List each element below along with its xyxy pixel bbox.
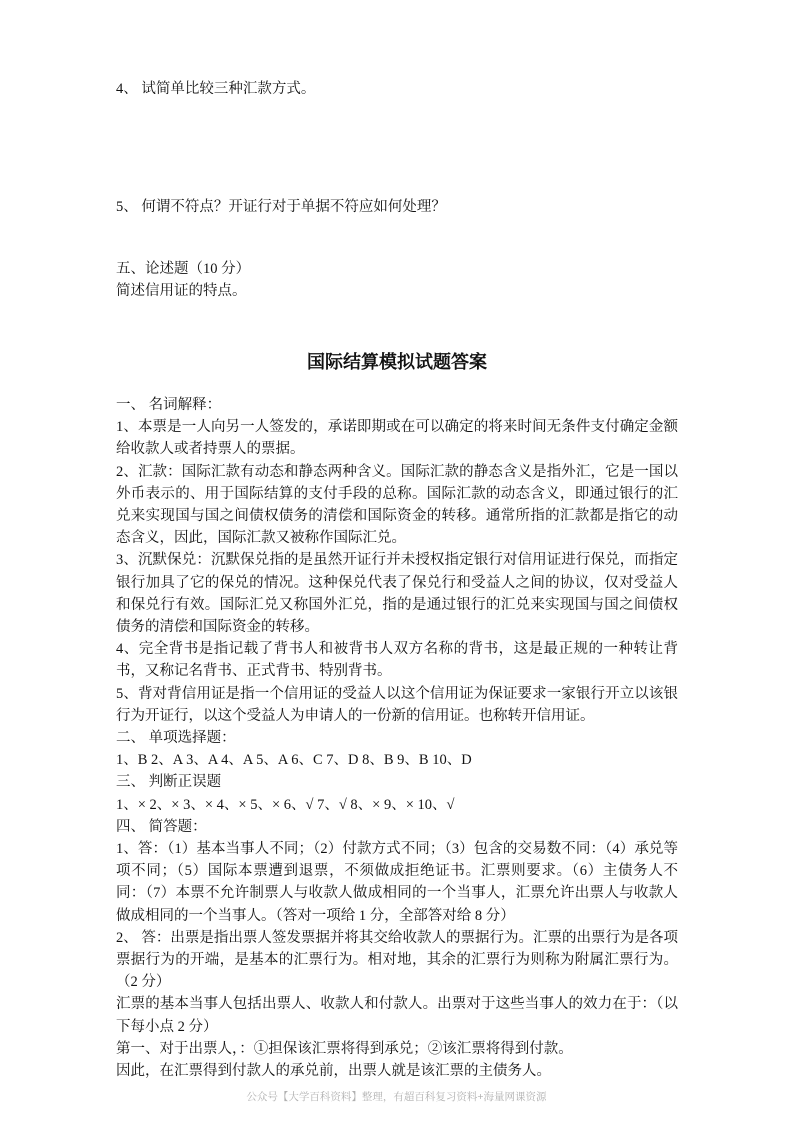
paragraph-true-false-heading: 三、 判断正误题 [116, 774, 222, 791]
paragraph-short-answer-2b: 汇票的基本当事人包括出票人、收款人和付款人。出票对于这些当事人的效力在于：（以下每小点 2 分） [116, 996, 678, 1035]
paragraph-definition-1: 1、本票是一人向另一人签发的，承诺即期或在可以确定的将来时间无条件支付确定金额给收款人或者持票人的票据。 [116, 419, 678, 458]
page-content [116, 78, 678, 1082]
essay-section-body: 简述信用证的特点。 [116, 283, 247, 299]
paragraph-definition-3: 3、沉默保兑：沉默保兑指的是虽然开证行并未授权指定银行对信用证进行保兑，而指定银行加具了它的保兑的情况。这种保兑代表了保兑行和受益人之间的协议，仅对受益人和保兑行有效。国际汇兑又称国外汇兑，指的是通过银行的汇兑来实现国与国之间债权债务的清偿和国际资金的转移。 [116, 552, 678, 636]
paragraph-definitions-heading: 一、 名词解释： [116, 397, 222, 413]
question-5: 5、 何谓不符点？开证行对于单据不符应如何处理？ [116, 199, 446, 215]
paragraph-definition-5: 5、背对背信用证是指一个信用证的受益人以这个信用证为保证要求一家银行开立以该银行为开证行，以这个受益人为申请人的一份新的信用证。也称转开信用证。 [116, 685, 678, 724]
paragraph-multiple-choice-answers: 1、B 2、A 3、A 4、A 5、A 6、C 7、D 8、B 9、B 10、D [116, 752, 472, 769]
essay-section-heading: 五、论述题（10 分） [116, 261, 251, 277]
paragraph-true-false-answers: 1、× 2、× 3、× 4、× 5、× 6、√ 7、√ 8、× 9、× 10、√ [116, 796, 455, 813]
answer-key-title: 国际结算模拟试题答案 [307, 352, 487, 372]
paragraph-definition-2: 2、汇款：国际汇款有动态和静态两种含义。国际汇款的静态含义是指外汇，它是一国以外币表示的、用于国际结算的支付手段的总称。国际汇款的动态含义，即通过银行的汇兑来实现国与国之间债权债务的清偿和国际资金的转移。通常所指的汇款都是指它的动态含义，因此，国际汇款又被称作国际汇兑。 [116, 463, 678, 547]
paragraph-short-answer-2d: 因此，在汇票得到付款人的承兑前，出票人就是该汇票的主债务人。 [116, 1063, 551, 1080]
paragraph-short-answer-2: 2、 答：出票是指出票人签发票据并将其交给收款人的票据行为。汇票的出票行为是各项票据行为的开端，是基本的汇票行为。相对地，其余的汇票行为则称为附属汇票行为。（2 分） [116, 929, 678, 991]
paragraph-short-answer-2c: 第一、对于出票人，：①担保该汇票将得到承兑；②该汇票将得到付款。 [116, 1040, 573, 1057]
question-4: 4、 试简单比较三种汇款方式。 [116, 81, 316, 97]
paragraph-short-answer-1: 1、答：（1）基本当事人不同；（2）付款方式不同；（3）包含的交易数不同：（4）承兑等项不同；（5）国际本票遭到退票，不须做成拒绝证书。汇票则要求。（6）主债务人不同：（7）本票不允许制票人与收款人做成相同的一个当事人，汇票允许出票人与收款人做成相同的一个当事人。（答对一项给 1 分，全部答对给 8 分） [116, 841, 678, 924]
paragraph-short-answer-heading: 四、 简答题： [116, 818, 207, 835]
paragraph-definition-4: 4、完全背书是指记载了背书人和被背书人双方名称的背书，这是最正规的一种转让背书，又称记名背书、正式背书、特别背书。 [116, 641, 678, 680]
paragraph-multiple-choice-heading: 二、 单项选择题： [116, 730, 236, 747]
footer-watermark: 公众号【大学百科资料】整理，有超百科复习资料+海量网课资源 [246, 1091, 547, 1103]
